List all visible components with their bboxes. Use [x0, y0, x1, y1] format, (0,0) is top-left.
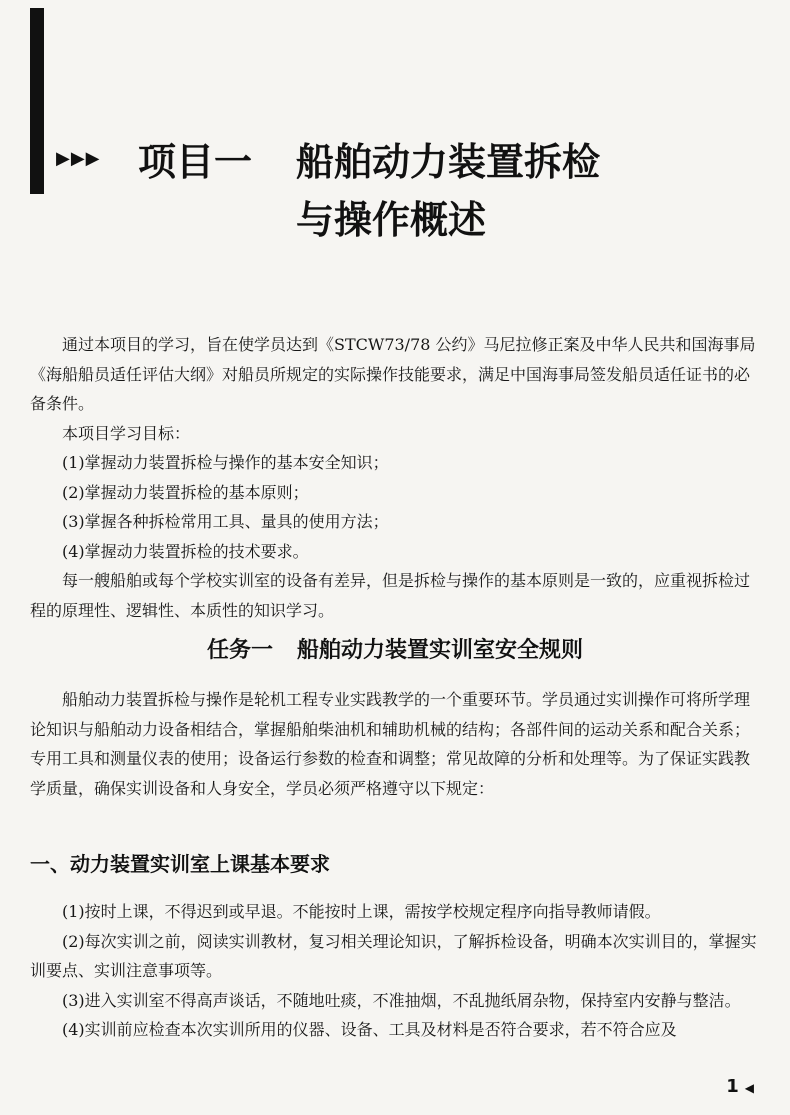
goal-item: (3)掌握各种拆检常用工具、量具的使用方法； — [62, 512, 389, 531]
task-title: 船舶动力装置实训室安全规则 — [297, 638, 584, 663]
rule-item: (4)实训前应检查本次实训所用的仪器、设备、工具及材料是否符合要求，若不符合应及 — [62, 1020, 677, 1039]
chapter-label: 项目一 — [138, 140, 253, 184]
task-section — [30, 685, 760, 803]
rule-item: (1)按时上课，不得迟到或早退。不能按时上课，需按学校规定程序向指导教师请假。 — [62, 902, 661, 921]
rule-item: (2)每次实训之前，阅读实训教材，复习相关理论知识，了解拆检设备，明确本次实训目的，掌握实训要点、实训注意事项等。 — [30, 931, 757, 980]
task-heading — [0, 633, 790, 664]
page-number — [726, 1076, 754, 1097]
chapter-title — [138, 133, 600, 249]
goal-item: (4)掌握动力装置拆检的技术要求。 — [62, 541, 309, 561]
rules-list — [30, 897, 760, 1045]
chapter-side-bar — [30, 8, 44, 194]
intro-paragraph: 通过本项目的学习，旨在使学员达到《STCW73/78 公约》马尼拉修正案及中华人民共和国海事局《海船船员适任评估大纲》对船员所规定的实际操作技能要求，满足中国海事局签发船员适任证书的必备条件。 — [30, 335, 756, 413]
task-paragraph: 船舶动力装置拆检与操作是轮机工程专业实践教学的一个重要环节。学员通过实训操作可将所学理论知识与船舶动力设备相结合，掌握船舶柴油机和辅助机械的结构；各部件间的运动关系和配合关系；专用工具和测量仪表的使用；设备运行参数的检查和调整；常见故障的分析和处理等。为了保证实践教学质量，确保实训设备和人身安全，学员必须严格遵守以下规定： — [30, 690, 751, 798]
chapter-title-line2: 与操作概述 — [296, 198, 487, 242]
goal-item: (2)掌握动力装置拆检的基本原则； — [62, 482, 309, 502]
rule-item: (3)进入实训室不得高声谈话，不随地吐痰，不准抽烟，不乱抛纸屑杂物，保持室内安静与整洁。 — [62, 990, 741, 1010]
chapter-title-line1: 船舶动力装置拆检 — [296, 140, 601, 184]
intro-closing-paragraph: 每一艘船舶或每个学校实训室的设备有差异，但是拆检与操作的基本原则是一致的，应重视拆检过程的原理性、逻辑性、本质性的知识学习。 — [30, 571, 751, 620]
page-number-value: 1 — [726, 1076, 739, 1097]
goals-intro: 本项目学习目标： — [62, 423, 191, 443]
task-label: 任务一 — [206, 638, 273, 663]
intro-section — [30, 330, 760, 625]
chapter-arrows-icon: ▶▶▶ — [56, 148, 101, 169]
goal-item: (1)掌握动力装置拆检与操作的基本安全知识； — [62, 453, 389, 472]
page-marker-icon: ◀ — [744, 1081, 754, 1095]
section-heading: 一、动力装置实训室上课基本要求 — [30, 852, 330, 876]
